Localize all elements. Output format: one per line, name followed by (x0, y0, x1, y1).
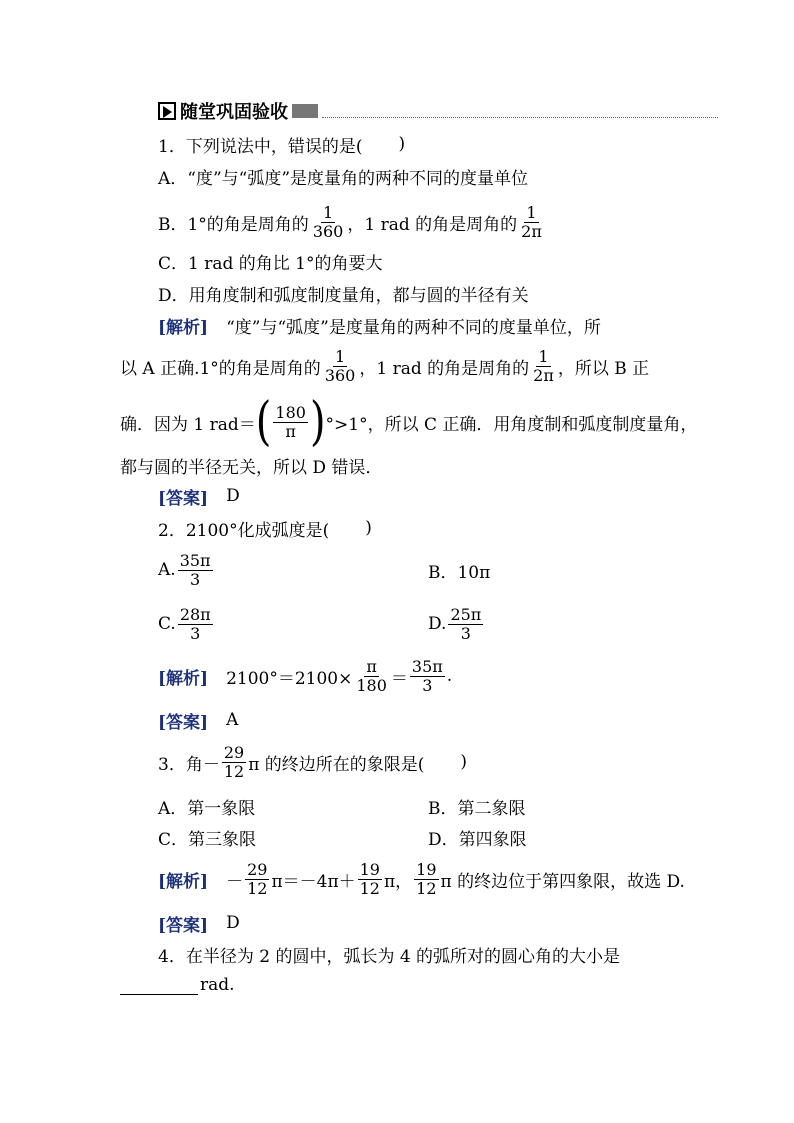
fraction: $\frac{29}{12}$ (223, 742, 245, 781)
q3-option-c: C．第三象限 (158, 829, 257, 850)
answer-blank[interactable] (120, 976, 198, 995)
fraction: $\frac{35\pi}{3}$ (179, 550, 211, 589)
q1-stem: 1．下列说法中，错误的是( ) (158, 134, 406, 157)
q1-analysis-line-2: 以 A 正确.1°的角是周角的 $\frac{1}{360}$ ，1 rad 的角是周角的 $\frac{1}{2\pi}$ ，所以 B 正 (120, 346, 650, 385)
q2-option-b: B．10π (428, 562, 491, 583)
q2-stem: 2．2100°化成弧度是( ) (158, 518, 372, 541)
q1-analysis-line-1: [解析] “度”与“弧度”是度量角的两种不同的度量单位，所 (158, 308, 601, 342)
q4-stem-line-2: rad. (120, 968, 235, 1002)
analysis-tag: [解析] (158, 317, 209, 338)
q1-answer: [答案] D (158, 479, 240, 513)
q1-analysis-line-3: 确．因为 1 rad＝ ( $\frac{180}{\pi}$ ) °>1°，所以 C 正确．用角度制和弧度制度量角， (120, 392, 698, 452)
fraction: $\frac{1}{360}$ (312, 202, 344, 241)
right-paren: ) (309, 392, 326, 452)
q2-answer: [答案] A (158, 703, 238, 737)
q3-option-a: A．第一象限 (158, 798, 256, 819)
left-paren: ( (255, 392, 272, 452)
q3-stem: 3．角－ $\frac{29}{12}$ π 的终边所在的象限是( ) (158, 742, 468, 781)
q2-option-d: D. $\frac{25\pi}{3}$ (428, 604, 482, 643)
play-icon (158, 102, 176, 120)
analysis-tag: [解析] (158, 871, 209, 892)
fraction: $\frac{19}{12}$ (416, 859, 437, 898)
fraction: $\frac{35\pi}{3}$ (411, 656, 443, 695)
q2-option-a: A. $\frac{35\pi}{3}$ (158, 550, 211, 589)
q1-option-a: A．“度”与“弧度”是度量角的两种不同的度量单位 (158, 168, 529, 189)
q1-option-c: C．1 rad 的角比 1°的角要大 (158, 253, 383, 274)
section-header (158, 100, 718, 122)
q3-analysis: [解析] － $\frac{29}{12}$ π＝－4π＋ $\frac{19}{12}$ π， $\frac{19}{12}$ π 的终边位于第四象限，故选 D. (158, 859, 685, 898)
fraction: $\frac{19}{12}$ (359, 859, 380, 898)
fraction: $\frac{1}{2\pi}$ (521, 202, 542, 241)
fraction: $\frac{1}{2\pi}$ (533, 346, 554, 385)
q2-option-c: C. $\frac{28\pi}{3}$ (158, 604, 211, 643)
q2-analysis: [解析] 2100°＝2100× $\frac{\pi}{180}$ ＝ $\frac{35\pi}{3}$ . (158, 656, 453, 695)
q1-option-b: B．1°的角是周角的 $\frac{1}{360}$ ，1 rad 的角是周角的 $\frac{1}{2\pi}$ (158, 202, 542, 241)
q1-analysis-line-4: 都与圆的半径无关，所以 D 错误． (120, 457, 383, 478)
answer-tag: [答案] (158, 488, 209, 509)
q3-option-d: D．第四象限 (428, 829, 527, 850)
fraction: $\frac{1}{360}$ (324, 346, 356, 385)
q3-option-b: B．第二象限 (428, 798, 526, 819)
fraction: $\frac{29}{12}$ (247, 859, 268, 898)
header-rule (322, 105, 718, 118)
fraction: $\frac{180}{\pi}$ (275, 402, 306, 441)
analysis-tag: [解析] (158, 668, 209, 689)
q1-option-d: D．用角度制和弧度制度量角，都与圆的半径有关 (158, 285, 529, 306)
fraction: $\frac{25\pi}{3}$ (450, 604, 482, 643)
answer-tag: [答案] (158, 712, 209, 733)
fraction: $\frac{\pi}{180}$ (356, 656, 387, 695)
header-bar (292, 104, 318, 118)
section-title: 随堂巩固验收 (180, 102, 288, 123)
answer-tag: [答案] (158, 915, 209, 936)
fraction: $\frac{28\pi}{3}$ (179, 604, 211, 643)
q3-answer: [答案] D (158, 906, 240, 940)
q4-stem: 4．在半径为 2 的圆中，弧长为 4 的弧所对的圆心角的大小是 (158, 946, 621, 967)
